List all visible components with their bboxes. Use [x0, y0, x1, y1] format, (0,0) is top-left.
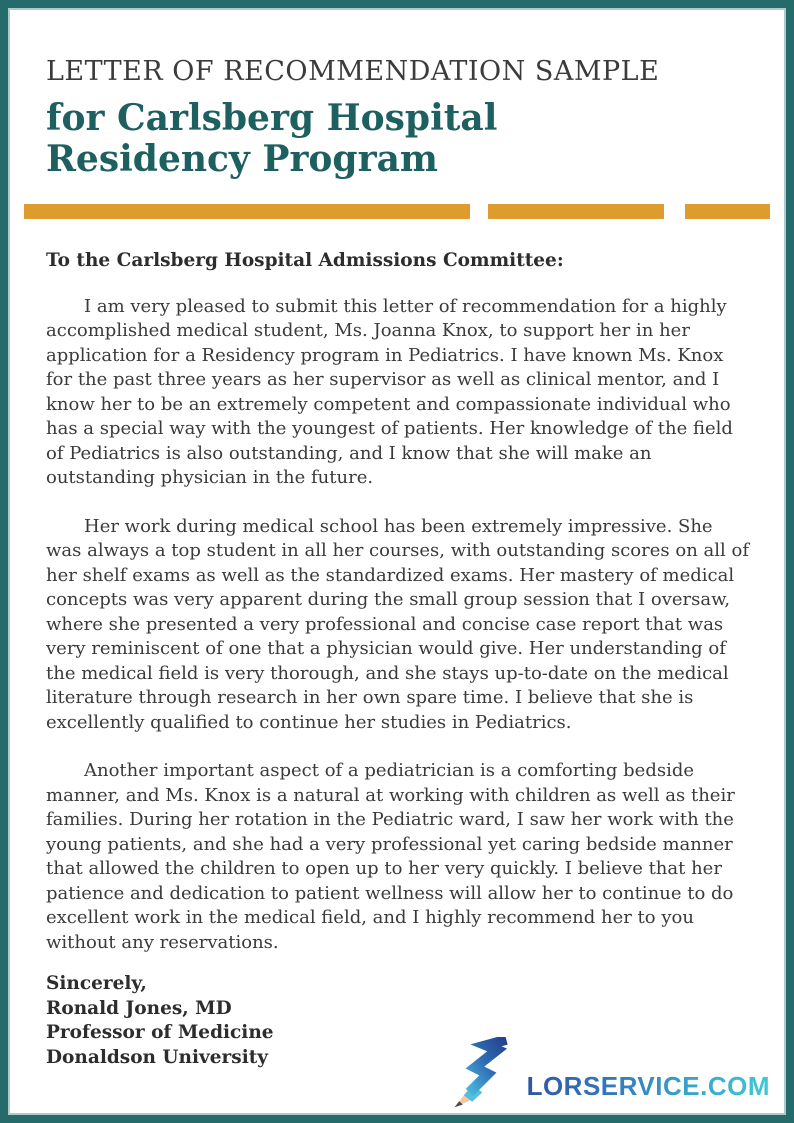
signer-name: Ronald Jones, MD [46, 997, 232, 1019]
paragraph-3: Another important aspect of a pediatrician is a comforting bedside manner, and Ms. Knox is a natural at working with children as well as their families. During her rotation in the Pediatric ward, I saw her work with the young patients, and she had a very professional yet caring bedside manner that allowed the children to open up to her very quickly. I believe that her patience and dedication to patient wellness will allow her to continue to do excellent work in the medical field, and I highly recommend her to you without any reservations. [46, 760, 735, 953]
signer-title: Professor of Medicine [46, 1022, 274, 1043]
page-header [46, 56, 752, 180]
letter-body [46, 249, 752, 955]
brand-text: LORSERVICE.COM [526, 1071, 770, 1101]
page-title-line1: for Carlsberg Hospital [46, 97, 498, 139]
signature-block [46, 972, 274, 1070]
accent-bar-long [24, 204, 470, 219]
pencil-ribbon-icon [449, 1037, 523, 1111]
accent-bars [24, 204, 770, 219]
paragraph-2: Her work during medical school has been extremely impressive. She was always a top student in all her courses, with outstanding scores on all of her shelf exams as well as the standardized exams. Her mastery of medical concepts was very apparent during the small group session that I oversaw, where she presented a very professional and concise case report that was very reminiscent of one that a physician would give. Her understanding of the medical field is very thorough, and she stays up-to-date on the medical literature through research in her own spare time. I believe that she is excellently qualified to continue her studies in Pediatrics. [46, 515, 749, 733]
accent-bar-short [685, 204, 770, 219]
page-title [46, 98, 752, 180]
accent-bar-medium [488, 204, 664, 219]
eyebrow-title: LETTER OF RECOMMENDATION SAMPLE [46, 56, 660, 87]
page-title-line2: Residency Program [46, 138, 438, 180]
closing: Sincerely, [46, 973, 147, 994]
salutation: To the Carlsberg Hospital Admissions Committee: [46, 250, 564, 271]
brand-watermark [449, 1037, 770, 1111]
signer-organization: Donaldson University [46, 1046, 269, 1068]
paragraph-1: I am very pleased to submit this letter of recommendation for a highly accomplished medical student, Ms. Joanna Knox, to support her in her application for a Residency program in Pediatrics. I have known Ms. Knox for the past three years as her supervisor as well as clinical mentor, and I know her to be an extremely competent and compassionate individual who has a special way with the youngest of patients. Her knowledge of the field of Pediatrics is also outstanding, and I know that she will make an outstanding physician in the future. [46, 295, 733, 488]
